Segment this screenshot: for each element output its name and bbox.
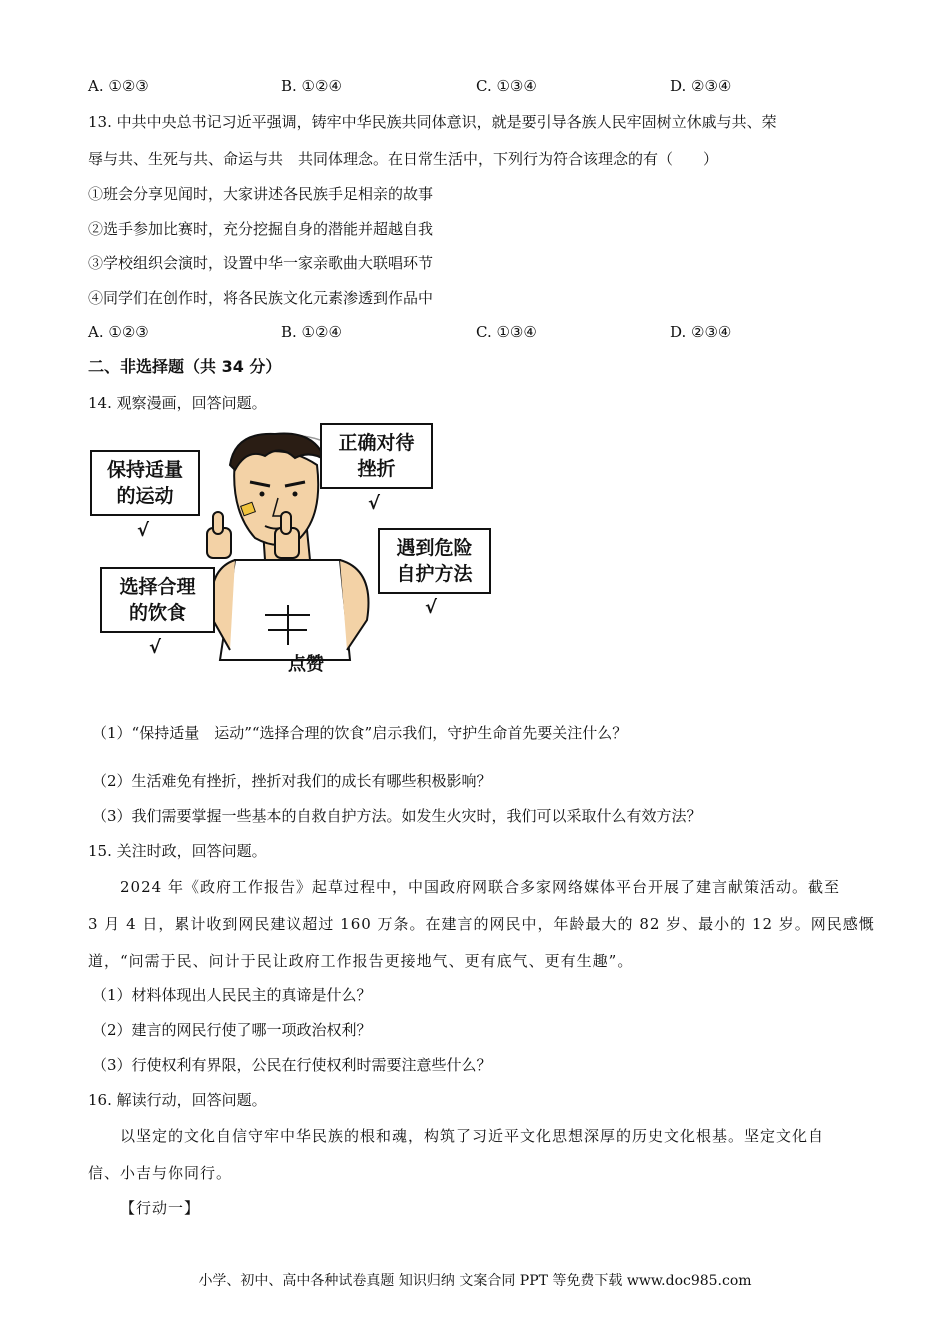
q14-sub2: （2）生活难免有挫折，挫折对我们的成长有哪些积极影响？: [92, 772, 492, 790]
box-exercise-label: 保持适量 的运动: [106, 459, 183, 507]
q13-item-1: ①班会分享见闻时，大家讲述各民族手足相亲的故事: [88, 185, 434, 203]
page-footer: 小学、初中、高中各种试卷真题 知识归纳 文案合同 PPT 等免费下载 www.doc985.com: [198, 1273, 752, 1289]
box-frustration: [320, 423, 433, 489]
option-c: C. ①③④: [476, 323, 537, 341]
q13-stem-line2: 辱与共、生死与共、命运与共 共同体理念。在日常生活中，下列行为符合该理念的有（ ）: [88, 150, 719, 168]
box-self-protection-label: 遇到危险 自护方法: [396, 537, 473, 585]
q13-stem-line1: 13. 中共中央总书记习近平强调，铸牢中华民族共同体意识，就是要引导各族人民牢固树立休戚与共、荣: [88, 113, 777, 131]
box-diet: [100, 567, 215, 633]
q15-sub1: （1）材料体现出人民民主的真谛是什么？: [92, 986, 372, 1004]
q14-sub1: （1）“保持适量 运动”“选择合理的饮食”启示我们，守护生命首先要关注什么？: [92, 724, 628, 742]
section-heading: 二、非选择题（共 34 分）: [88, 357, 282, 376]
option-a: A. ①②③: [88, 323, 149, 341]
q13-options: [88, 322, 848, 342]
check-mark: √: [149, 637, 162, 658]
q15-material-line1: 2024 年《政府工作报告》起草过程中，中国政府网联合多家网络媒体平台开展了建言献策活动。截至: [120, 878, 840, 896]
q16-material-line1: 以坚定的文化自信守牢中华民族的根和魂，构筑了习近平文化思想深厚的历史文化根基。坚定文化自: [120, 1127, 825, 1145]
q16-action1: 【行动一】: [120, 1199, 201, 1217]
q15-stem: 15. 关注时政，回答问题。: [88, 842, 267, 860]
q15-material-line2: 3 月 4 日，累计收到网民建议超过 160 万条。在建言的网民中，年龄最大的 82 岁、最小的 12 岁。网民感慨: [88, 915, 875, 933]
option-d: D. ②③④: [670, 323, 732, 341]
box-diet-label: 选择合理 的饮食: [119, 576, 196, 624]
q14-sub3: （3）我们需要掌握一些基本的自救自护方法。如发生火灾时，我们可以采取什么有效方法？: [92, 807, 702, 825]
q15-sub3: （3）行使权利有界限，公民在行使权利时需要注意些什么？: [92, 1056, 492, 1074]
q13-item-2: ②选手参加比赛时，充分挖掘自身的潜能并超越自我: [88, 220, 434, 238]
q16-material-line2: 信、小吉与你同行。: [88, 1164, 233, 1182]
cartoon-caption: 点赞: [288, 654, 324, 675]
box-self-protection: [378, 528, 491, 594]
q16-stem: 16. 解读行动，回答问题。: [88, 1091, 267, 1109]
q15-material-line3: 道，“问需于民、问计于民让政府工作报告更接地气、更有底气、更有生趣”。: [88, 952, 634, 970]
cartoon-illustration: [85, 420, 495, 680]
q13-item-4: ④同学们在创作时，将各民族文化元素渗透到作品中: [88, 289, 434, 307]
q13-item-3: ③学校组织会演时，设置中华一家亲歌曲大联唱环节: [88, 254, 434, 272]
check-mark: √: [368, 493, 381, 514]
q15-sub2: （2）建言的网民行使了哪一项政治权利？: [92, 1021, 372, 1039]
option-b: B. ①②④: [281, 77, 342, 95]
option-d: D. ②③④: [670, 77, 732, 95]
box-frustration-label: 正确对待 挫折: [338, 432, 415, 480]
check-mark: √: [425, 597, 438, 618]
option-c: C. ①③④: [476, 77, 537, 95]
option-a: A. ①②③: [88, 77, 149, 95]
q12-options: [88, 76, 848, 96]
q14-stem: 14. 观察漫画，回答问题。: [88, 394, 267, 412]
check-mark: √: [137, 520, 150, 541]
option-b: B. ①②④: [281, 323, 342, 341]
box-exercise: [90, 450, 200, 516]
